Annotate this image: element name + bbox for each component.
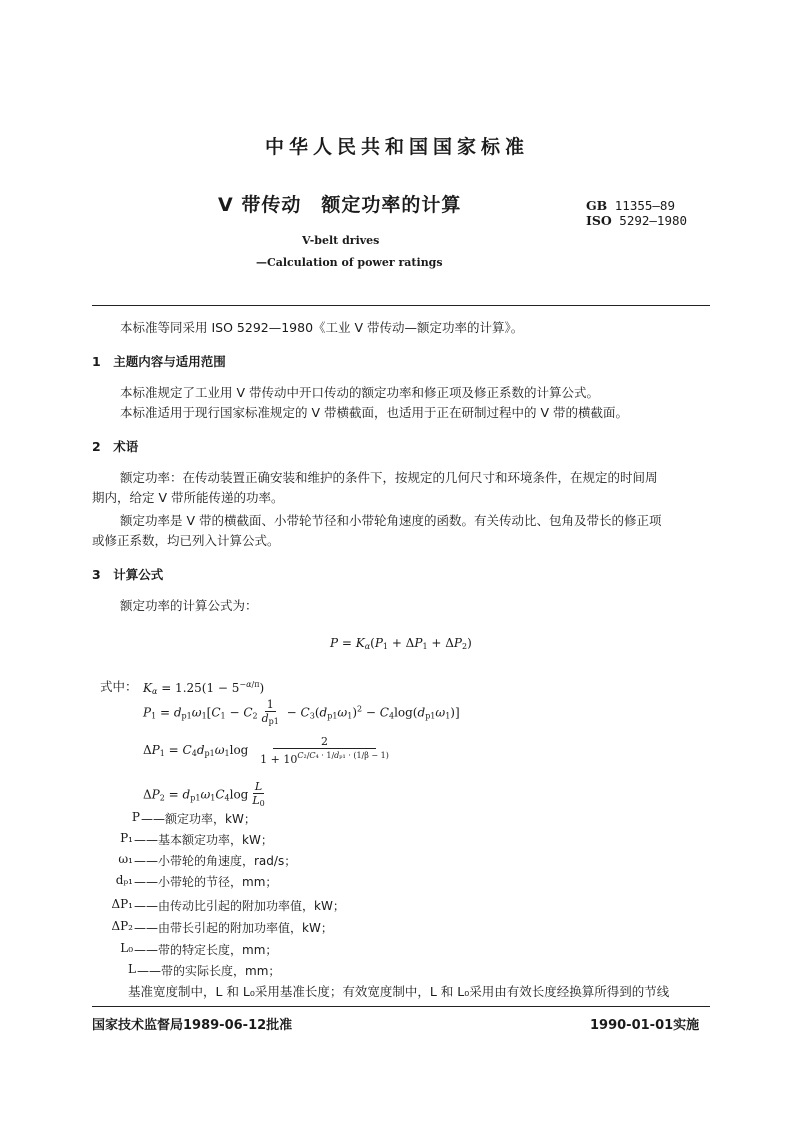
def-symbol: ΔP₂	[111, 919, 133, 933]
def-symbol: dₚ₁	[115, 873, 133, 887]
def-text: ——带的实际长度，mm；	[137, 964, 281, 978]
formula-k-alpha: $K_\alpha = 1.25(1 - 5^{-\alpha/\pi})$	[143, 680, 265, 696]
english-title-line2: —Calculation of power ratings	[256, 256, 443, 269]
section3-heading: 3 计算公式	[92, 567, 164, 582]
symbol-definitions	[0, 810, 794, 980]
iso-number: ISO 5292—1980	[586, 213, 688, 228]
gb-number: GB 11355—89	[586, 198, 675, 213]
section2-para2-line2: 或修正系数，均已列入计算公式。	[92, 533, 280, 548]
def-text: ——额定功率，kW；	[141, 812, 256, 826]
def-text: ——小带轮的角速度，rad/s；	[134, 854, 297, 868]
top-divider	[92, 305, 710, 306]
national-standard-header: 中华人民共和国国家标准	[264, 136, 529, 158]
def-symbol: ΔP₁	[111, 897, 133, 911]
bottom-divider	[92, 1006, 710, 1007]
document-title: V 带传动 额定功率的计算	[218, 194, 462, 216]
where-label: 式中：	[100, 679, 138, 694]
def-symbol: P₁	[120, 831, 133, 845]
section2-heading: 2 术语	[92, 439, 139, 454]
def-text: ——由带长引起的附加功率值，kW；	[134, 921, 333, 935]
section1-heading: 1 主题内容与适用范围	[92, 354, 226, 369]
section1-para1: 本标准规定了工业用 V 带传动中开口传动的额定功率和修正项及修正系数的计算公式。	[120, 385, 599, 400]
english-title-line1: V-belt drives	[302, 234, 380, 247]
def-text: ——基本额定功率，kW；	[134, 833, 273, 847]
def-text: ——带的特定长度，mm；	[134, 943, 278, 957]
section1-para2: 本标准适用于现行国家标准规定的 V 带横截面，也适用于正在研制过程中的 V 带的横截面。	[120, 405, 628, 420]
effective-date: 1990-01-01实施	[590, 1018, 700, 1033]
def-symbol: L	[128, 962, 136, 976]
def-symbol: P	[131, 810, 140, 824]
section3-continuation: 基准宽度制中，L 和 L₀采用基准长度；有效宽度制中，L 和 L₀采用由有效长度经换算所得到的节线	[128, 984, 670, 999]
section2-para1-line1: 额定功率：在传动装置正确安装和维护的条件下，按规定的几何尺寸和环境条件，在规定的时间周	[120, 470, 658, 485]
def-text: ——小带轮的节径，mm；	[134, 875, 278, 889]
formula-p1: $P_1 = d_{p1}\omega_1[C_1 - C_2$ $\frac{1}{d_{p1}}$ − $C_3(d_{p1}\omega_1)^2 - C_4\log(d_{p1}\omega_1)$]	[143, 698, 460, 726]
formula-delta-p1: $\Delta P_1 = C_4d_{p1}\omega_1\log$ $\frac{2}{1 + 10^{C_2/C_4 \cdot 1/d_{p1} \cdot (1/\beta - 1)}}$	[143, 735, 389, 766]
def-text: ——由传动比引起的附加功率值，kW；	[134, 899, 345, 913]
section2-para1-line2: 期内，给定 V 带所能传递的功率。	[92, 490, 284, 505]
def-symbol: ω₁	[118, 852, 133, 866]
section3-intro: 额定功率的计算公式为：	[120, 598, 258, 613]
approval-date: 国家技术监督局1989-06-12批准	[92, 1018, 293, 1033]
main-formula: $P = K_\alpha(P_1 + \Delta P_1 + \Delta P_2)$	[330, 636, 472, 651]
def-symbol: L₀	[120, 941, 133, 955]
intro-text: 本标准等同采用 ISO 5292—1980《工业 V 带传动—额定功率的计算》。	[120, 320, 524, 335]
formula-delta-p2: $\Delta P_2 = d_{p1}\omega_1C_4\log$ $\frac{L}{L_0}$	[143, 780, 265, 808]
section2-para2-line1: 额定功率是 V 带的横截面、小带轮节径和小带轮角速度的函数。有关传动比、包角及带长的修正项	[120, 513, 662, 528]
